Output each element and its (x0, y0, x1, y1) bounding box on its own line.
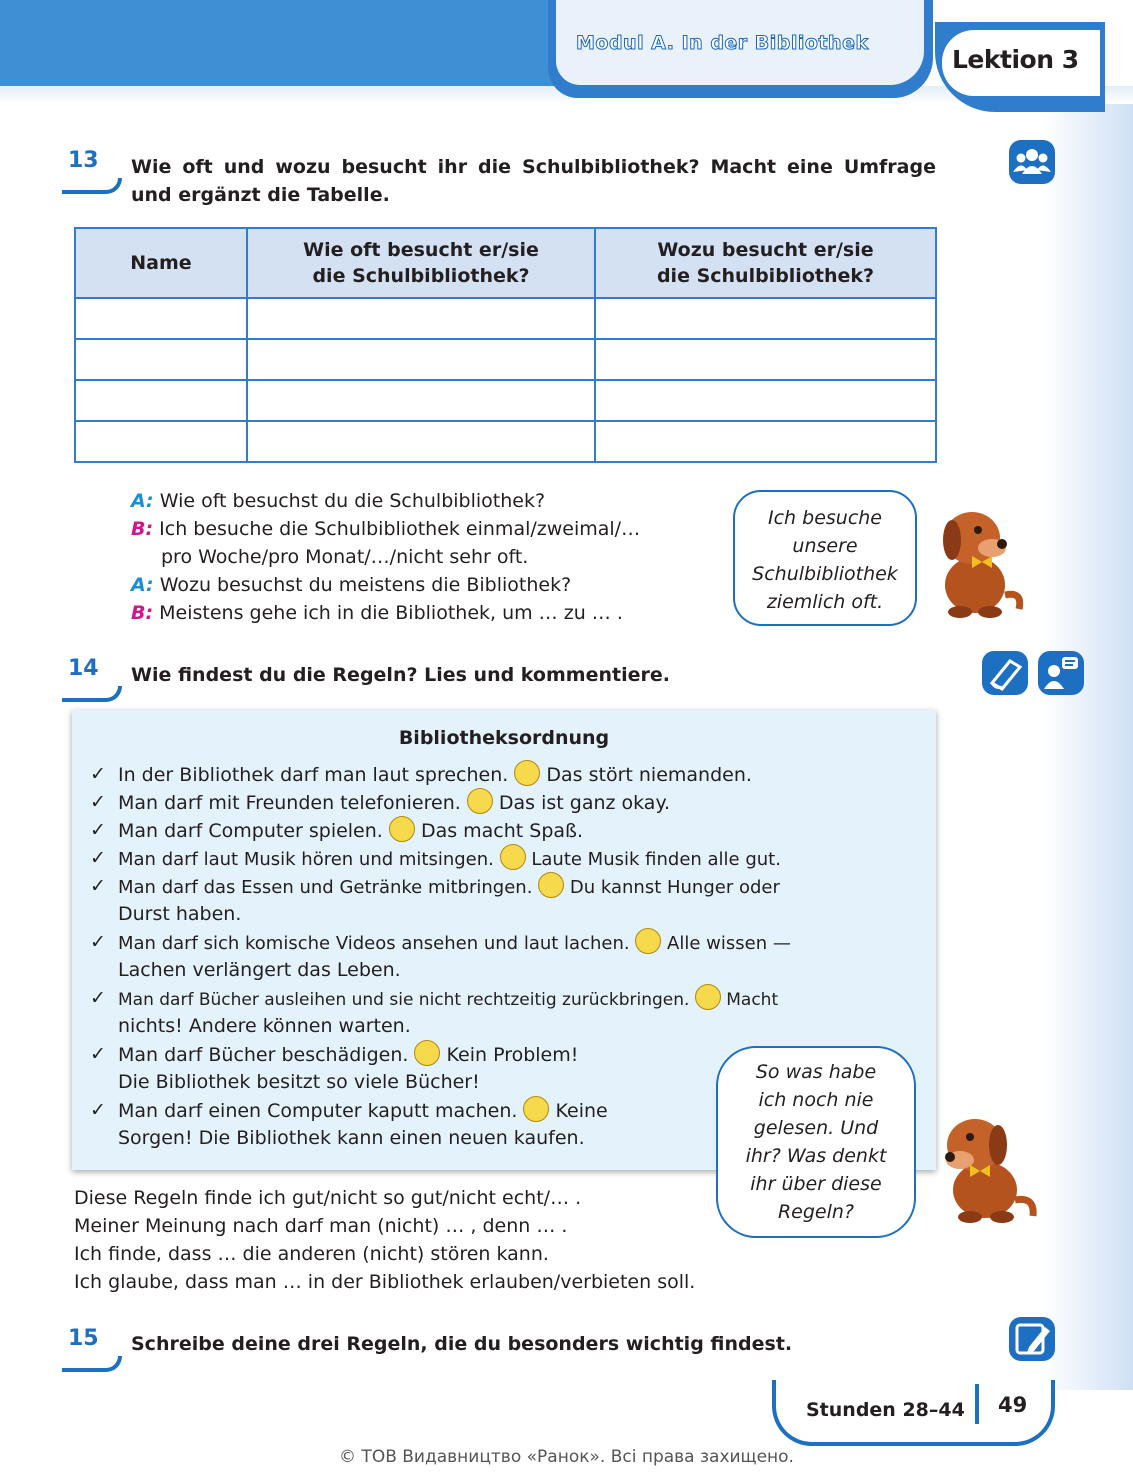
speaker-label: B: (131, 602, 154, 624)
rule-text: Man darf einen Computer kaputt machen. (118, 1100, 518, 1122)
smiley-icon (538, 872, 564, 898)
table-row (75, 298, 936, 339)
table-cell[interactable] (75, 339, 247, 380)
task-number-14: 14 (62, 656, 120, 696)
table-cell[interactable] (595, 421, 936, 462)
rule-comment: Laute Musik finden alle gut. (531, 849, 781, 870)
rule-continuation: Sorgen! Die Bibliothek kann einen neuen kaufen. (118, 1127, 585, 1149)
rule-text: Man darf Bücher ausleihen und sie nicht rechtzeitig zurückbringen. (118, 990, 690, 1010)
rule-text: In der Bibliothek darf man laut sprechen. (118, 764, 509, 786)
bubble-line: ziemlich oft. (766, 591, 884, 613)
speaker-label: B: (131, 518, 154, 540)
page-number: 49 (998, 1393, 1028, 1417)
rule-comment: Alle wissen — (667, 933, 791, 954)
smiley-icon (514, 760, 540, 786)
dialog-text: Wozu besuchst du meistens die Bibliothek? (159, 574, 572, 596)
dialog-text: Wie oft besuchst du die Schulbibliothek? (159, 490, 546, 512)
check-icon: ✓ (90, 987, 106, 1009)
dialog-line (131, 487, 545, 515)
group-work-icon (1009, 140, 1055, 184)
smiley-icon (500, 844, 526, 870)
smiley-icon (389, 816, 415, 842)
speaking-icon (1038, 651, 1084, 695)
dialog-line (131, 599, 623, 627)
smiley-icon (467, 788, 493, 814)
dog-illustration (930, 500, 1030, 620)
task-number-15: 15 (62, 1326, 120, 1366)
header-why-text: Wozu besucht er/sie die Schulbibliothek? (656, 239, 875, 287)
speech-bubble (733, 490, 917, 626)
check-icon: ✓ (90, 1099, 106, 1121)
dialog-text: Ich besuche die Schulbibliothek einmal/zweimal/… (159, 518, 641, 540)
copyright: © ТОВ Видавництво «Ранок». Всі права захищено. (339, 1447, 794, 1467)
opinion-line: Meiner Meinung nach darf man (nicht) … , denn … . (74, 1215, 568, 1237)
dialog-line (161, 543, 528, 571)
rule-text: Man darf Computer spielen. (118, 820, 383, 842)
bubble-line: gelesen. Und (753, 1117, 879, 1139)
side-gradient (1043, 100, 1133, 1390)
bubble-line: Ich besuche (768, 507, 882, 529)
table-cell[interactable] (247, 380, 595, 421)
table-cell[interactable] (247, 298, 595, 339)
rule-comment: Kein Problem! (446, 1044, 579, 1066)
opinion-line: Ich finde, dass … die anderen (nicht) stören kann. (74, 1243, 549, 1265)
table-cell[interactable] (595, 380, 936, 421)
rule-comment: Das macht Spaß. (420, 820, 584, 842)
check-icon: ✓ (90, 931, 106, 953)
table-cell[interactable] (595, 339, 936, 380)
table-row (75, 339, 936, 380)
rule-comment: Das ist ganz okay. (498, 792, 671, 814)
table-cell[interactable] (595, 298, 936, 339)
rule-text: Man darf mit Freunden telefonieren. (118, 792, 461, 814)
check-icon: ✓ (90, 819, 106, 841)
table-cell[interactable] (247, 339, 595, 380)
table-header-how-often (247, 228, 595, 298)
table-cell[interactable] (247, 421, 595, 462)
speaker-label: A: (131, 574, 154, 596)
check-icon: ✓ (90, 1043, 106, 1065)
task-15-instruction: Schreibe deine drei Regeln, die du besonders wichtig findest. (131, 1333, 793, 1355)
bubble-line: ihr über diese (750, 1173, 882, 1195)
table-header-name: Name (75, 228, 247, 298)
header-how-often-text: Wie oft besucht er/sie die Schulbibliothek? (303, 239, 539, 287)
rule-continuation: nichts! Andere können warten. (118, 1015, 411, 1037)
speaker-label: A: (131, 490, 154, 512)
rule-text: Man darf Bücher beschädigen. (118, 1044, 409, 1066)
rule-comment: Macht (726, 990, 779, 1010)
check-icon: ✓ (90, 763, 106, 785)
check-icon: ✓ (90, 847, 106, 869)
table-row (75, 421, 936, 462)
dialog-line (131, 571, 571, 599)
table-header-row (75, 228, 936, 298)
task-13-instruction: Wie oft und wozu besucht ihr die Schulbibliothek? Macht eine Umfrage und ergänzt die Tabelle. (131, 156, 936, 206)
rule-text: Man darf laut Musik hören und mitsingen. (118, 849, 494, 870)
rule-continuation: Die Bibliothek besitzt so viele Bücher! (118, 1071, 480, 1093)
smiley-icon (635, 928, 661, 954)
table-header-why (595, 228, 936, 298)
task-number-13: 13 (62, 148, 120, 188)
rule-continuation: Durst haben. (118, 903, 242, 925)
bubble-line: Regeln? (777, 1201, 855, 1223)
table-cell[interactable] (75, 298, 247, 339)
dialog-line (131, 515, 640, 543)
pencil-writing-icon (1009, 1317, 1055, 1361)
table-row (75, 380, 936, 421)
smiley-icon (695, 984, 721, 1010)
bubble-line: Schulbibliothek (752, 563, 898, 585)
header-band (0, 0, 560, 86)
dialog-text: Meistens gehe ich in die Bibliothek, um … zu … . (159, 602, 623, 624)
opinion-line: Diese Regeln finde ich gut/nicht so gut/nicht echt/… . (74, 1187, 582, 1209)
bubble-line: unsere (792, 535, 858, 557)
table-cell[interactable] (75, 421, 247, 462)
bubble-line: So was habe (755, 1061, 877, 1083)
dialog-text: pro Woche/pro Monat/…/nicht sehr oft. (161, 546, 529, 568)
bubble-line: ich noch nie (758, 1089, 874, 1111)
speech-bubble (716, 1046, 916, 1238)
survey-table (74, 227, 937, 463)
table-cell[interactable] (75, 380, 247, 421)
lektion-title: Lektion 3 (952, 45, 1079, 74)
modul-title: Modul A. In der Bibliothek (576, 32, 869, 54)
rule-text: Man darf das Essen und Getränke mitbringen. (118, 877, 533, 898)
smiley-icon (414, 1040, 440, 1066)
smiley-icon (523, 1096, 549, 1122)
check-icon: ✓ (90, 875, 106, 897)
rule-comment: Du kannst Hunger oder (569, 877, 780, 898)
task-14-instruction: Wie findest du die Regeln? Lies und kommentiere. (131, 664, 670, 686)
book-icon (982, 651, 1028, 695)
check-icon: ✓ (90, 791, 106, 813)
stunden-label: Stunden 28–44 (806, 1399, 965, 1421)
rule-text: Man darf sich komische Videos ansehen und laut lachen. (118, 933, 630, 954)
dog-illustration (930, 1105, 1050, 1225)
opinion-line: Ich glaube, dass man … in der Bibliothek erlauben/verbieten soll. (74, 1271, 696, 1293)
rule-comment: Das stört niemanden. (546, 764, 752, 786)
rule-comment: Keine (555, 1100, 608, 1122)
footer-divider (975, 1384, 979, 1424)
bubble-line: ihr? Was denkt (745, 1145, 887, 1167)
rules-title: Bibliotheksordnung (398, 727, 610, 749)
rule-continuation: Lachen verlängert das Leben. (118, 959, 401, 981)
